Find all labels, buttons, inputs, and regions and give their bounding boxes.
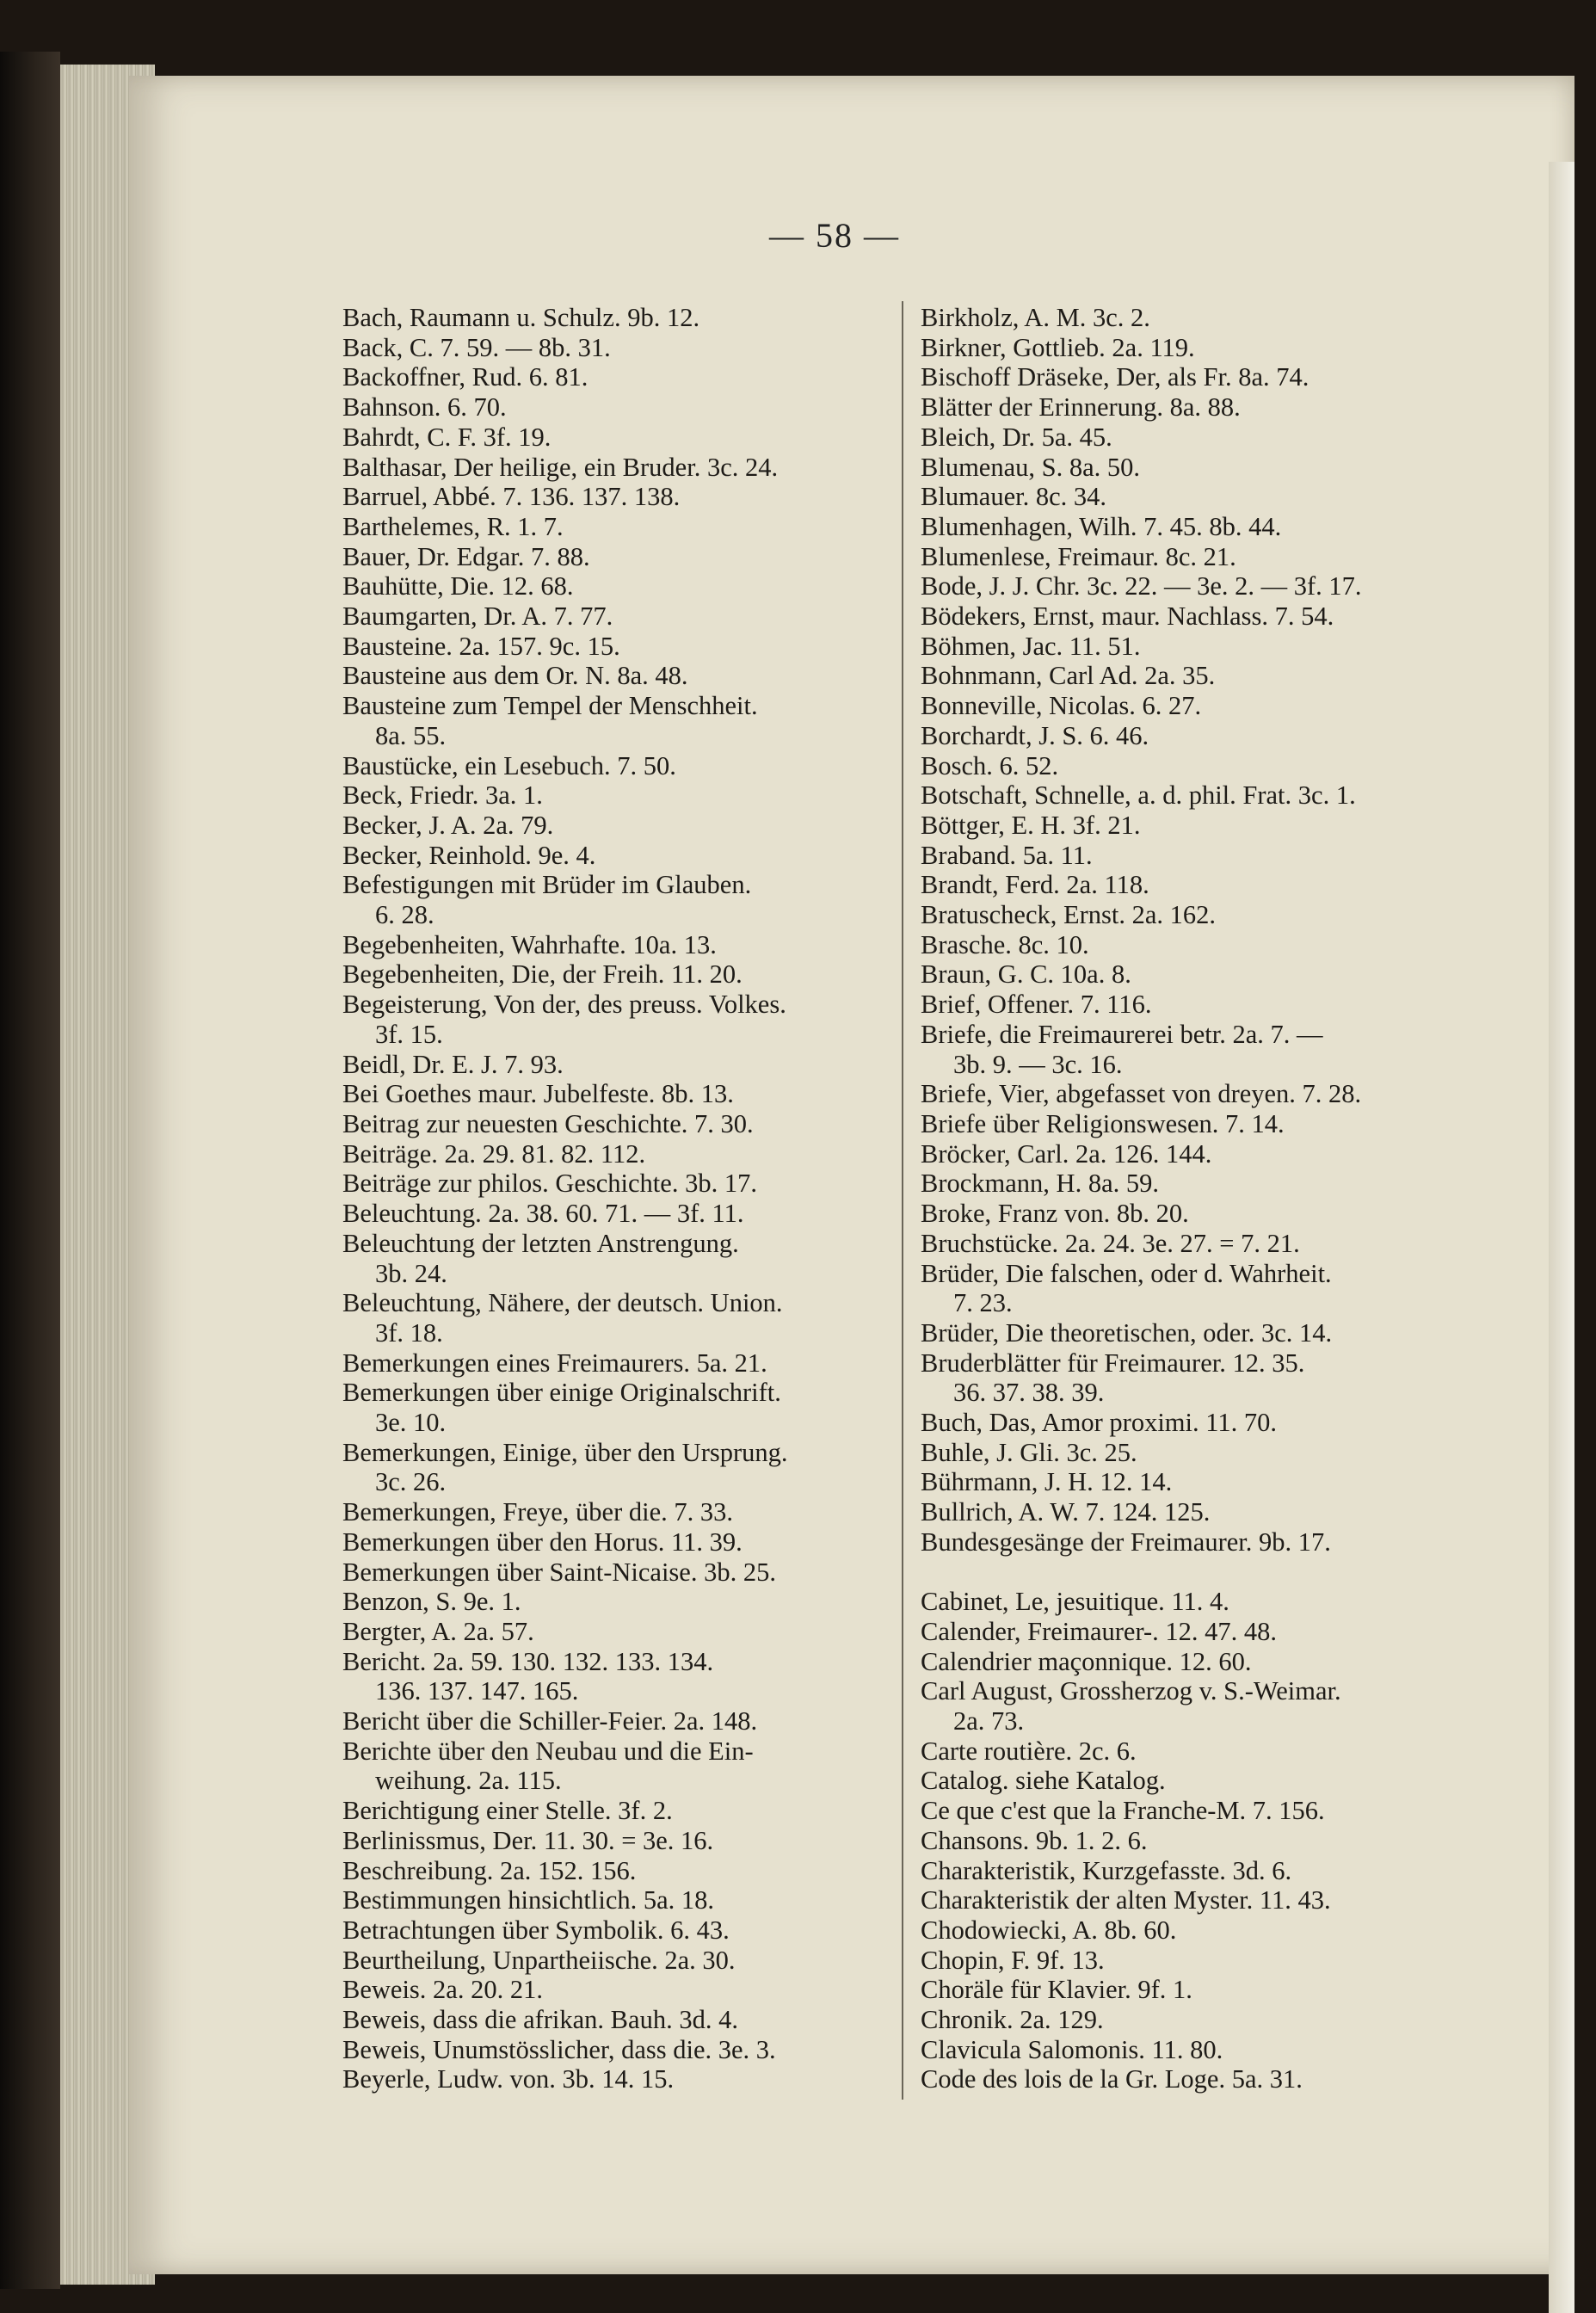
index-entry: Bödekers, Ernst, maur. Nachlass. 7. 54. xyxy=(921,601,1334,632)
index-entry-continuation: 3b. 9. — 3c. 16. xyxy=(953,1049,1123,1079)
index-entry-continuation: 136. 137. 147. 165. xyxy=(375,1676,579,1706)
index-entry: Bahnson. 6. 70. xyxy=(342,392,507,423)
index-entry: Böhmen, Jac. 11. 51. xyxy=(921,631,1141,661)
index-entry: Bemerkungen über einige Originalschrift. xyxy=(342,1378,781,1408)
index-entry: Beyerle, Ludw. von. 3b. 14. 15. xyxy=(342,2064,675,2094)
index-entry: Begeisterung, Von der, des preuss. Volkes. xyxy=(342,990,786,1020)
index-entry: Brasche. 8c. 10. xyxy=(921,929,1089,959)
index-entry: Beiträge zur philos. Geschichte. 3b. 17. xyxy=(342,1169,757,1199)
index-entry: Briefe, die Freimaurerei betr. 2a. 7. — xyxy=(921,1019,1323,1049)
index-entry: Bonneville, Nicolas. 6. 27. xyxy=(921,691,1202,721)
index-entry: Brockmann, H. 8a. 59. xyxy=(921,1169,1159,1199)
index-entry: Charakteristik der alten Myster. 11. 43. xyxy=(921,1885,1331,1915)
index-entry: Blumauer. 8c. 34. xyxy=(921,482,1107,512)
index-entry: Chansons. 9b. 1. 2. 6. xyxy=(921,1825,1148,1855)
index-entry: Bestimmungen hinsichtlich. 5a. 18. xyxy=(342,1885,715,1915)
index-entry: Berichte über den Neubau und die Ein- xyxy=(342,1736,754,1766)
index-entry: Beitrag zur neuesten Geschichte. 7. 30. xyxy=(342,1108,754,1138)
book-spine xyxy=(0,52,60,2289)
index-entry: Back, C. 7. 59. — 8b. 31. xyxy=(342,332,611,362)
index-entry-continuation: 3f. 15. xyxy=(375,1019,443,1049)
index-entry: Berichtigung einer Stelle. 3f. 2. xyxy=(342,1796,673,1826)
index-entry: Beurtheilung, Unpartheiische. 2a. 30. xyxy=(342,1945,736,1975)
index-entry: Borchardt, J. S. 6. 46. xyxy=(921,720,1149,750)
index-entry: Bericht über die Schiller-Feier. 2a. 148. xyxy=(342,1706,758,1736)
index-entry-continuation: 36. 37. 38. 39. xyxy=(953,1378,1105,1408)
index-entry: Becker, J. A. 2a. 79. xyxy=(342,810,554,840)
index-entry: Baustücke, ein Lesebuch. 7. 50. xyxy=(342,750,676,780)
index-entry: Blumenhagen, Wilh. 7. 45. 8b. 44. xyxy=(921,511,1282,541)
index-entry: Blumenau, S. 8a. 50. xyxy=(921,452,1140,482)
index-entry: Barruel, Abbé. 7. 136. 137. 138. xyxy=(342,482,681,512)
index-entry: Bleich, Dr. 5a. 45. xyxy=(921,422,1112,452)
index-entry: Bericht. 2a. 59. 130. 132. 133. 134. xyxy=(342,1646,714,1676)
index-entry: Catalog. siehe Katalog. xyxy=(921,1766,1166,1796)
index-entry: Bullrich, A. W. 7. 124. 125. xyxy=(921,1497,1211,1527)
index-entry: Charakteristik, Kurzgefasste. 3d. 6. xyxy=(921,1855,1292,1885)
index-entry: Bei Goethes maur. Jubelfeste. 8b. 13. xyxy=(342,1079,734,1109)
index-entry-continuation: 3c. 26. xyxy=(375,1467,447,1497)
index-entry: Choräle für Klavier. 9f. 1. xyxy=(921,1975,1192,2005)
index-entry: Bausteine aus dem Or. N. 8a. 48. xyxy=(342,661,688,691)
index-entry: Braband. 5a. 11. xyxy=(921,840,1093,870)
index-entry: Böttger, E. H. 3f. 21. xyxy=(921,810,1141,840)
index-entry: Briefe über Religionswesen. 7. 14. xyxy=(921,1108,1285,1138)
index-entry-continuation: 3f. 18. xyxy=(375,1317,443,1348)
index-entry: Code des lois de la Gr. Loge. 5a. 31. xyxy=(921,2064,1303,2094)
index-entry: Beleuchtung. 2a. 38. 60. 71. — 3f. 11. xyxy=(342,1199,744,1229)
index-entry: Berlinissmus, Der. 11. 30. = 3e. 16. xyxy=(342,1825,714,1855)
index-entry: Carte routière. 2c. 6. xyxy=(921,1736,1137,1766)
index-entry: Bischoff Dräseke, Der, als Fr. 8a. 74. xyxy=(921,362,1309,392)
index-entry: Bauhütte, Die. 12. 68. xyxy=(342,571,574,601)
index-entry: Beweis. 2a. 20. 21. xyxy=(342,1975,543,2005)
index-entry: Blätter der Erinnerung. 8a. 88. xyxy=(921,392,1241,423)
index-entry: Brüder, Die falschen, oder d. Wahrheit. xyxy=(921,1258,1332,1288)
index-entry: Bergter, A. 2a. 57. xyxy=(342,1616,534,1646)
index-entry: Bausteine. 2a. 157. 9c. 15. xyxy=(342,631,620,661)
index-entry: Beweis, dass die afrikan. Bauh. 3d. 4. xyxy=(342,2005,738,2035)
index-entry: Braun, G. C. 10a. 8. xyxy=(921,959,1131,990)
index-entry: Bahrdt, C. F. 3f. 19. xyxy=(342,422,552,452)
index-entry: Botschaft, Schnelle, a. d. phil. Frat. 3c. 1. xyxy=(921,780,1356,811)
index-entry-continuation: 2a. 73. xyxy=(953,1706,1025,1736)
index-entry: Brüder, Die theoretischen, oder. 3c. 14. xyxy=(921,1317,1333,1348)
page-number: — 58 — xyxy=(769,216,900,255)
index-entry-continuation: 7. 23. xyxy=(953,1288,1013,1318)
index-entry: Begebenheiten, Wahrhafte. 10a. 13. xyxy=(342,929,717,959)
index-entry: Bratuscheck, Ernst. 2a. 162. xyxy=(921,900,1217,930)
index-entry: Beck, Friedr. 3a. 1. xyxy=(342,780,543,811)
index-entry: Calendrier maçonnique. 12. 60. xyxy=(921,1646,1252,1676)
index-entry-continuation: weihung. 2a. 115. xyxy=(375,1766,562,1796)
index-entry: Carl August, Grossherzog v. S.-Weimar. xyxy=(921,1676,1341,1706)
index-entry: Beleuchtung, Nähere, der deutsch. Union. xyxy=(342,1288,783,1318)
index-entry: Betrachtungen über Symbolik. 6. 43. xyxy=(342,1915,730,1945)
index-entry: Ce que c'est que la Franche-M. 7. 156. xyxy=(921,1796,1325,1826)
index-entry: Beleuchtung der letzten Anstrengung. xyxy=(342,1228,739,1258)
index-entry: Becker, Reinhold. 9e. 4. xyxy=(342,840,596,870)
index-entry: Bemerkungen, Freye, über die. 7. 33. xyxy=(342,1497,733,1527)
index-entry: Beiträge. 2a. 29. 81. 82. 112. xyxy=(342,1138,646,1169)
index-entry: Blumenlese, Freimaur. 8c. 21. xyxy=(921,541,1236,571)
index-entry: Bruderblätter für Freimaurer. 12. 35. xyxy=(921,1348,1305,1378)
index-entry: Brandt, Ferd. 2a. 118. xyxy=(921,870,1149,900)
index-entry: Beweis, Unumstösslicher, dass die. 3e. 3. xyxy=(342,2034,776,2064)
index-entry-continuation: 6. 28. xyxy=(375,900,434,930)
index-entry: Beidl, Dr. E. J. 7. 93. xyxy=(342,1049,564,1079)
index-entry: Bemerkungen über Saint-Nicaise. 3b. 25. xyxy=(342,1557,776,1587)
index-entry-continuation: 8a. 55. xyxy=(375,720,447,750)
next-page-edge xyxy=(1549,162,1574,2313)
index-column-right xyxy=(921,303,1488,2094)
index-entry: Chronik. 2a. 129. xyxy=(921,2005,1104,2035)
index-entry: Backoffner, Rud. 6. 81. xyxy=(342,362,588,392)
index-entry: Barthelemes, R. 1. 7. xyxy=(342,511,564,541)
column-divider xyxy=(902,301,903,2100)
index-entry: Bohnmann, Carl Ad. 2a. 35. xyxy=(921,661,1216,691)
index-column-left xyxy=(342,303,897,2094)
index-entry: Cabinet, Le, jesuitique. 11. 4. xyxy=(921,1587,1229,1617)
index-entry-continuation: 3e. 10. xyxy=(375,1408,447,1438)
index-entry: Bauer, Dr. Edgar. 7. 88. xyxy=(342,541,590,571)
index-entry: Birkholz, A. M. 3c. 2. xyxy=(921,303,1150,332)
index-entry: Buch, Das, Amor proximi. 11. 70. xyxy=(921,1408,1277,1438)
index-entry: Bach, Raumann u. Schulz. 9b. 12. xyxy=(342,303,700,332)
index-entry: Bemerkungen, Einige, über den Ursprung. xyxy=(342,1437,788,1467)
section-gap xyxy=(921,1557,1488,1588)
index-entry: Chopin, F. 9f. 13. xyxy=(921,1945,1105,1975)
index-entry: Calender, Freimaurer-. 12. 47. 48. xyxy=(921,1616,1278,1646)
index-entry: Beschreibung. 2a. 152. 156. xyxy=(342,1855,637,1885)
index-entry: Briefe, Vier, abgefasset von dreyen. 7. 28. xyxy=(921,1079,1362,1109)
index-entry: Balthasar, Der heilige, ein Bruder. 3c. 24. xyxy=(342,452,779,482)
index-entry: Broke, Franz von. 8b. 20. xyxy=(921,1199,1189,1229)
index-entry-continuation: 3b. 24. xyxy=(375,1258,447,1288)
index-entry: Befestigungen mit Brüder im Glauben. xyxy=(342,870,752,900)
index-entry: Bausteine zum Tempel der Menschheit. xyxy=(342,691,758,721)
index-entry: Bosch. 6. 52. xyxy=(921,750,1059,780)
index-entry: Benzon, S. 9e. 1. xyxy=(342,1587,521,1617)
index-entry: Bemerkungen über den Horus. 11. 39. xyxy=(342,1527,743,1557)
index-entry: Bundesgesänge der Freimaurer. 9b. 17. xyxy=(921,1527,1331,1557)
index-entry: Bruchstücke. 2a. 24. 3e. 27. = 7. 21. xyxy=(921,1228,1300,1258)
index-entry: Clavicula Salomonis. 11. 80. xyxy=(921,2034,1223,2064)
index-entry: Birkner, Gottlieb. 2a. 119. xyxy=(921,332,1195,362)
index-entry: Bemerkungen eines Freimaurers. 5a. 21. xyxy=(342,1348,767,1378)
index-entry: Bröcker, Carl. 2a. 126. 144. xyxy=(921,1138,1212,1169)
index-entry: Brief, Offener. 7. 116. xyxy=(921,990,1152,1020)
index-entry: Bode, J. J. Chr. 3c. 22. — 3e. 2. — 3f. 17. xyxy=(921,571,1362,601)
index-entry: Buhle, J. Gli. 3c. 25. xyxy=(921,1437,1137,1467)
index-entry: Chodowiecki, A. 8b. 60. xyxy=(921,1915,1177,1945)
index-entry: Begebenheiten, Die, der Freih. 11. 20. xyxy=(342,959,743,990)
index-entry: Bührmann, J. H. 12. 14. xyxy=(921,1467,1173,1497)
index-entry: Baumgarten, Dr. A. 7. 77. xyxy=(342,601,613,632)
